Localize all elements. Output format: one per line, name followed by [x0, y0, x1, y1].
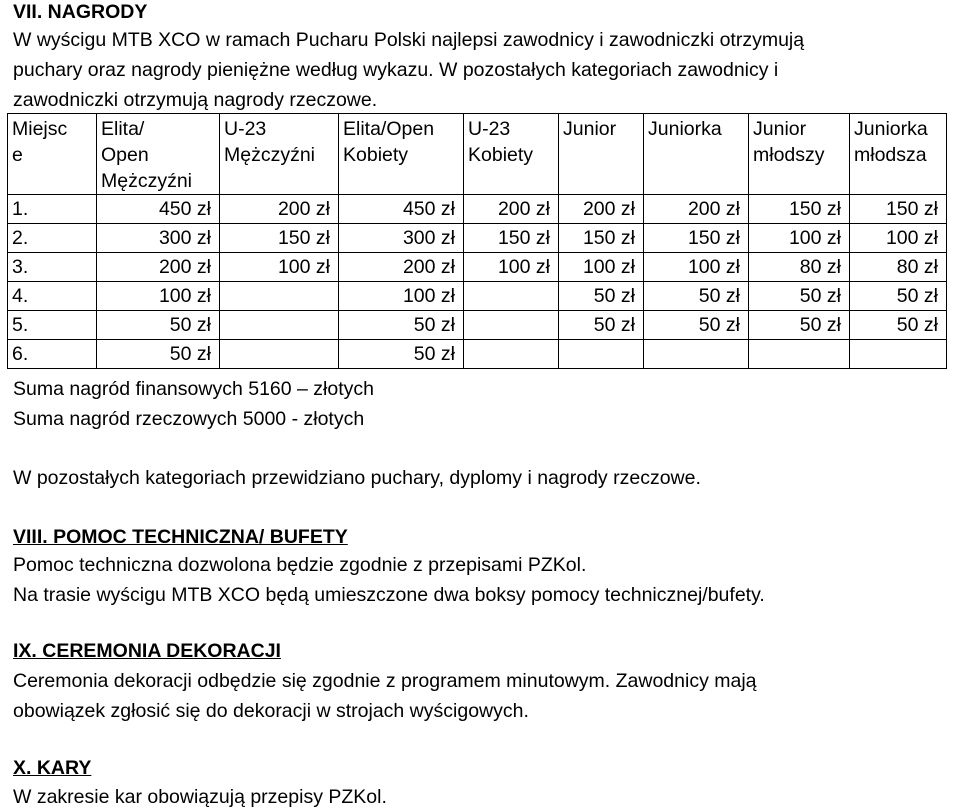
- header-u23-women: [464, 114, 559, 195]
- paragraph-line: puchary oraz nagrody pieniężne według wykazu. W pozostałych kategoriach zawodnicy i: [13, 59, 779, 81]
- table-cell: 50 zł: [850, 311, 947, 340]
- header-text: Elita/Open: [343, 118, 435, 140]
- table-cell: 100 zł: [97, 282, 220, 311]
- header-text: Kobiety: [343, 144, 409, 166]
- paragraph-line: Na trasie wyścigu MTB XCO będą umieszczone dwa boksy pomocy technicznej/bufety.: [13, 584, 765, 606]
- section-heading-kary: X. KARY: [13, 757, 92, 779]
- header-juniorka: [644, 114, 749, 195]
- header-text: młodszy: [753, 144, 825, 166]
- paragraph-line: Pomoc techniczna dozwolona będzie zgodnie z przepisami PZKol.: [13, 554, 587, 576]
- table-cell: 450 zł: [97, 195, 220, 224]
- table-cell: 150 zł: [644, 224, 749, 253]
- table-cell: 50 zł: [749, 311, 850, 340]
- header-text: Junior: [563, 118, 617, 140]
- header-elite-men: [97, 114, 220, 195]
- table-cell: 200 zł: [644, 195, 749, 224]
- table-cell: 100 zł: [644, 253, 749, 282]
- table-cell: [220, 311, 339, 340]
- section-heading-ceremonia: IX. CEREMONIA DEKORACJI: [13, 640, 281, 662]
- table-row: [8, 311, 947, 340]
- table-cell: 200 zł: [339, 253, 464, 282]
- table-cell: [220, 282, 339, 311]
- header-junior-mlodszy: [749, 114, 850, 195]
- table-cell: [644, 340, 749, 369]
- table-cell: 300 zł: [339, 224, 464, 253]
- table-cell: 6.: [8, 340, 97, 369]
- table-cell: [464, 311, 559, 340]
- section-heading-nagrody: VII. NAGRODY: [13, 1, 148, 23]
- table-cell: [850, 340, 947, 369]
- header-text: U-23: [224, 118, 267, 140]
- table-cell: 150 zł: [850, 195, 947, 224]
- section-heading-pomoc: VIII. POMOC TECHNICZNA/ BUFETY: [13, 526, 348, 548]
- table-cell: 1.: [8, 195, 97, 224]
- table-row: [8, 282, 947, 311]
- header-text: Mężczyźni: [101, 170, 193, 192]
- table-cell: 450 zł: [339, 195, 464, 224]
- paragraph-line: zawodniczki otrzymują nagrody rzeczowe.: [13, 89, 378, 111]
- header-text: Miejsc: [12, 118, 68, 140]
- table-cell: 50 zł: [559, 282, 644, 311]
- sum-financial: Suma nagród finansowych 5160 – złotych: [13, 378, 374, 400]
- header-text: e: [12, 144, 23, 166]
- table-cell: 100 zł: [339, 282, 464, 311]
- table-cell: 100 zł: [464, 253, 559, 282]
- table-cell: 50 zł: [850, 282, 947, 311]
- table-cell: 50 zł: [559, 311, 644, 340]
- table-cell: 4.: [8, 282, 97, 311]
- paragraph-line: W wyścigu MTB XCO w ramach Pucharu Polski najlepsi zawodnicy i zawodniczki otrzymują: [13, 29, 805, 51]
- table-cell: 50 zł: [749, 282, 850, 311]
- header-text: młodsza: [854, 144, 927, 166]
- other-categories-text: W pozostałych kategoriach przewidziano puchary, dyplomy i nagrody rzeczowe.: [13, 467, 701, 489]
- table-cell: 150 zł: [749, 195, 850, 224]
- table-cell: [220, 340, 339, 369]
- header-text: Juniorka: [648, 118, 722, 140]
- table-cell: [749, 340, 850, 369]
- table-cell: 80 zł: [749, 253, 850, 282]
- table-header-row: [8, 114, 947, 195]
- table-cell: [559, 340, 644, 369]
- table-cell: 50 zł: [644, 311, 749, 340]
- table-cell: 200 zł: [559, 195, 644, 224]
- table-cell: 50 zł: [644, 282, 749, 311]
- table-cell: 5.: [8, 311, 97, 340]
- table-cell: 200 zł: [220, 195, 339, 224]
- table-cell: [464, 282, 559, 311]
- header-text: Kobiety: [468, 144, 534, 166]
- table-cell: 200 zł: [97, 253, 220, 282]
- table-cell: 50 zł: [339, 340, 464, 369]
- table-cell: 3.: [8, 253, 97, 282]
- header-text: Open: [101, 144, 149, 166]
- table-cell: 300 zł: [97, 224, 220, 253]
- header-elite-women: [339, 114, 464, 195]
- header-junior: [559, 114, 644, 195]
- header-text: U-23: [468, 118, 511, 140]
- table-cell: [464, 340, 559, 369]
- table-cell: 100 zł: [559, 253, 644, 282]
- table-cell: 50 zł: [339, 311, 464, 340]
- table-cell: 150 zł: [559, 224, 644, 253]
- table-cell: 100 zł: [220, 253, 339, 282]
- header-place: [8, 114, 97, 195]
- table-cell: 50 zł: [97, 340, 220, 369]
- header-u23-men: [220, 114, 339, 195]
- table-row: [8, 195, 947, 224]
- paragraph-line: Ceremonia dekoracji odbędzie się zgodnie z programem minutowym. Zawodnicy mają: [13, 670, 757, 692]
- table-cell: 150 zł: [464, 224, 559, 253]
- header-juniorka-mlodsza: [850, 114, 947, 195]
- header-text: Elita/: [101, 118, 145, 140]
- table-cell: 100 zł: [749, 224, 850, 253]
- paragraph-line: obowiązek zgłosić się do dekoracji w strojach wyścigowych.: [13, 700, 529, 722]
- table-row: [8, 340, 947, 369]
- table-row: [8, 224, 947, 253]
- header-text: Mężczyźni: [224, 144, 316, 166]
- prize-table: [7, 113, 947, 369]
- table-cell: 80 zł: [850, 253, 947, 282]
- table-row: [8, 253, 947, 282]
- paragraph-line: W zakresie kar obowiązują przepisy PZKol.: [13, 786, 387, 808]
- table-cell: 100 zł: [850, 224, 947, 253]
- table-cell: 150 zł: [220, 224, 339, 253]
- header-text: Juniorka: [854, 118, 928, 140]
- sum-material: Suma nagród rzeczowych 5000 - złotych: [13, 408, 365, 430]
- table-cell: 50 zł: [97, 311, 220, 340]
- header-text: Junior: [753, 118, 807, 140]
- table-cell: 200 zł: [464, 195, 559, 224]
- table-cell: 2.: [8, 224, 97, 253]
